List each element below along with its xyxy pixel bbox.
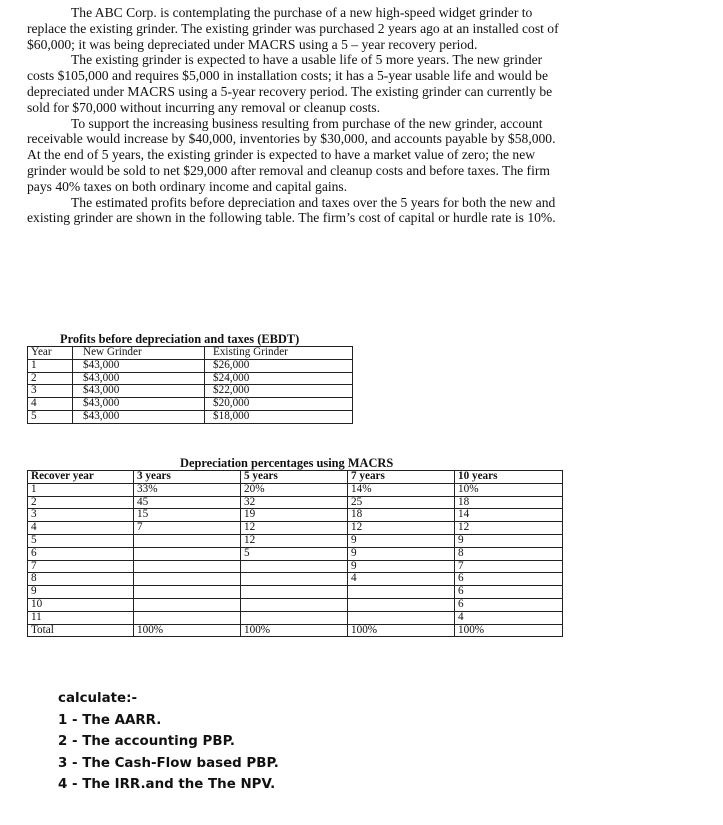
ten-year-cell: 7 [455,560,563,573]
seven-year-cell: 12 [348,522,455,535]
year-cell: 4 [28,398,73,411]
header-recover-year: Recover year [28,471,134,484]
recover-year-cell: 8 [28,573,134,586]
existing-grinder-cell: $18,000 [205,410,353,423]
three-year-cell [134,586,241,599]
table-header-row [28,471,563,484]
three-year-cell: 7 [134,522,241,535]
ten-year-cell: 4 [455,611,563,624]
ten-year-cell: 12 [455,522,563,535]
three-year-cell [134,560,241,573]
table-row [28,359,353,372]
paragraph-3: To support the increasing business resulting from purchase of the new grinder, account receivable would increase by $40,000, inventories by $30,000, and accounts payable by $58,000. At the end of 5 years, the existing grinder is expected to have a market value of zero; the new grinder would be sold to net $29,000 after removal and cleanup costs and before taxes. The firm pays 40% taxes on both ordinary income and capital gains. [27,115,556,194]
ten-year-cell: 9 [455,534,563,547]
seven-year-cell: 9 [348,534,455,547]
header-new-grinder: New Grinder [73,347,205,360]
header-3-years: 3 years [134,471,241,484]
three-year-cell: 45 [134,496,241,509]
three-year-cell: 33% [134,483,241,496]
task-cashflow-pbp: 3 - The Cash-Flow based PBP. [58,755,279,771]
five-year-cell [241,560,348,573]
table-row [28,522,563,535]
table-row [28,372,353,385]
paragraph-4: The estimated profits before depreciation and taxes over the 5 years for both the new and existing grinder are shown in the following table. The firm’s cost of capital or hurdle rate is 10%. [27,194,556,226]
ebdt-table [27,346,353,424]
seven-year-cell: 4 [348,573,455,586]
recover-year-cell: 3 [28,509,134,522]
header-10-years: 10 years [455,471,563,484]
five-year-cell [241,598,348,611]
recover-year-cell: 10 [28,598,134,611]
header-existing-grinder: Existing Grinder [205,347,353,360]
table-row [28,410,353,423]
paragraph-2: The existing grinder is expected to have a usable life of 5 more years. The new grinder costs $105,000 and requires $5,000 in installation costs; it has a 5-year usable life and would be depreciated under MACRS using a 5-year recovery period. The existing grinder can currently be sold for $70,000 without incurring any removal or cleanup costs. [27,52,553,115]
header-5-years: 5 years [241,471,348,484]
header-7-years: 7 years [348,471,455,484]
task-intro: calculate:- [58,691,138,706]
table-row [28,573,563,586]
year-cell: 1 [28,359,73,372]
recover-year-cell: 11 [28,611,134,624]
recover-year-cell: 1 [28,483,134,496]
seven-year-cell [348,598,455,611]
three-year-cell [134,598,241,611]
seven-year-cell: 14% [348,483,455,496]
five-year-cell [241,573,348,586]
ten-year-cell: 8 [455,547,563,560]
table-row [28,598,563,611]
five-year-cell: 12 [241,534,348,547]
new-grinder-cell: $43,000 [73,372,205,385]
ten-year-cell: 100% [455,624,563,637]
table-row [28,398,353,411]
ebdt-table-caption: Profits before depreciation and taxes (EBDT) [60,332,300,346]
task-list [58,688,279,796]
recover-year-cell: Total [28,624,134,637]
year-cell: 2 [28,372,73,385]
three-year-cell: 15 [134,509,241,522]
three-year-cell [134,547,241,560]
existing-grinder-cell: $22,000 [205,385,353,398]
table-row [28,534,563,547]
new-grinder-cell: $43,000 [73,359,205,372]
recover-year-cell: 9 [28,586,134,599]
table-header-row [28,347,353,360]
three-year-cell [134,573,241,586]
ten-year-cell: 6 [455,598,563,611]
table-row [28,385,353,398]
seven-year-cell: 25 [348,496,455,509]
five-year-cell: 100% [241,624,348,637]
new-grinder-cell: $43,000 [73,385,205,398]
five-year-cell: 20% [241,483,348,496]
seven-year-cell: 9 [348,547,455,560]
task-aarr: 1 - The AARR. [58,712,162,728]
seven-year-cell: 100% [348,624,455,637]
recover-year-cell: 4 [28,522,134,535]
seven-year-cell: 9 [348,560,455,573]
existing-grinder-cell: $20,000 [205,398,353,411]
three-year-cell [134,534,241,547]
five-year-cell [241,586,348,599]
table-row [28,509,563,522]
recover-year-cell: 2 [28,496,134,509]
ten-year-cell: 10% [455,483,563,496]
table-row [28,560,563,573]
existing-grinder-cell: $26,000 [205,359,353,372]
ten-year-cell: 6 [455,573,563,586]
year-cell: 5 [28,410,73,423]
problem-statement [27,5,567,226]
year-cell: 3 [28,385,73,398]
table-row [28,611,563,624]
new-grinder-cell: $43,000 [73,398,205,411]
recover-year-cell: 6 [28,547,134,560]
existing-grinder-cell: $24,000 [205,372,353,385]
table-row [28,483,563,496]
five-year-cell: 19 [241,509,348,522]
five-year-cell: 5 [241,547,348,560]
ten-year-cell: 18 [455,496,563,509]
recover-year-cell: 7 [28,560,134,573]
ten-year-cell: 6 [455,586,563,599]
table-row [28,496,563,509]
five-year-cell: 32 [241,496,348,509]
five-year-cell: 12 [241,522,348,535]
seven-year-cell [348,586,455,599]
macrs-table-caption: Depreciation percentages using MACRS [180,456,394,470]
seven-year-cell: 18 [348,509,455,522]
paragraph-1: The ABC Corp. is contemplating the purchase of a new high-speed widget grinder to replace the existing grinder. The existing grinder was purchased 2 years ago at an installed cost of $60,000; it was being depreciated under MACRS using a 5 – year recovery period. [27,5,559,52]
table-row [28,547,563,560]
new-grinder-cell: $43,000 [73,410,205,423]
task-accounting-pbp: 2 - The accounting PBP. [58,734,236,750]
three-year-cell [134,611,241,624]
task-irr-npv: 4 - The IRR.and the The NPV. [58,777,276,793]
seven-year-cell [348,611,455,624]
total-row [28,624,563,637]
recover-year-cell: 5 [28,534,134,547]
table-row [28,586,563,599]
three-year-cell: 100% [134,624,241,637]
header-year: Year [28,347,73,360]
five-year-cell [241,611,348,624]
macrs-table [27,470,563,637]
ten-year-cell: 14 [455,509,563,522]
